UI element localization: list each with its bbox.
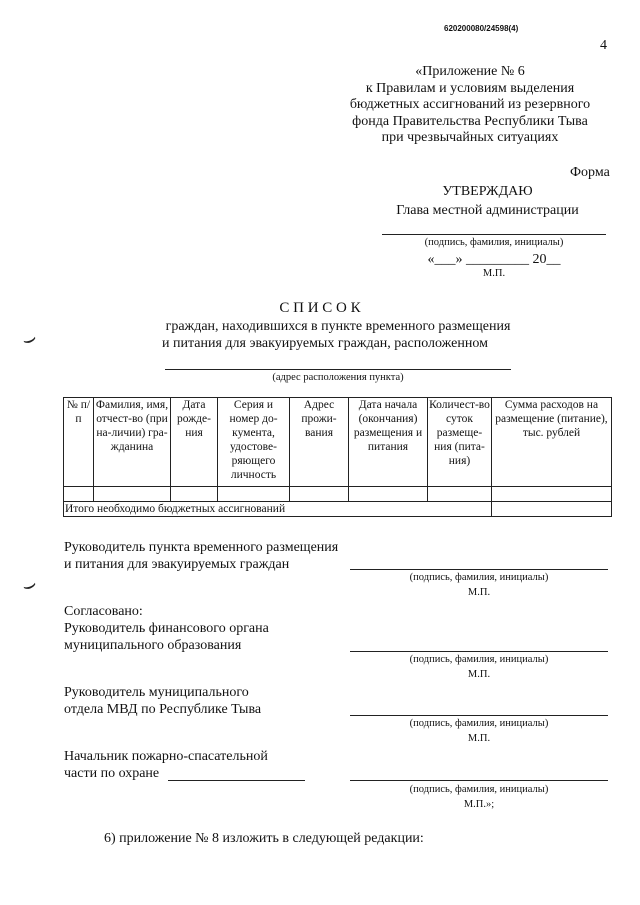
column-header: Фамилия, имя, отчест-во (при на-личии) гра-жданина: [94, 398, 171, 487]
total-label: Итого необходимо бюджетных ассигнований: [64, 502, 492, 517]
signatory-line: части по охране: [64, 766, 160, 781]
column-header: № п/п: [64, 398, 94, 487]
signature-caption: (подпись, фамилия, инициалы): [409, 654, 549, 665]
signatory-line: и питания для эвакуируемых граждан: [64, 557, 290, 572]
signatory-line: Начальник пожарно-спасательной: [64, 749, 268, 764]
table-cell: [171, 487, 218, 502]
signatory-line: Руководитель муниципального: [64, 685, 249, 700]
table-cell: [428, 487, 492, 502]
signature-line: [350, 651, 608, 652]
signature-caption: (подпись, фамилия, инициалы): [409, 784, 549, 795]
signature-line: [350, 715, 608, 716]
signature-line: [382, 234, 606, 235]
approve-heading: УТВЕРЖДАЮ: [442, 184, 533, 199]
address-caption: (адрес расположения пункта): [272, 372, 404, 383]
table-cell: [94, 487, 171, 502]
total-value-cell: [492, 502, 612, 517]
table-cell: [218, 487, 290, 502]
signatory-block: [64, 539, 338, 573]
appendix-line: к Правилам и условиям выделения: [365, 80, 575, 96]
table-cell: [492, 487, 612, 502]
stamp-label: М.П.»;: [463, 799, 495, 810]
stamp-label: М.П.: [467, 733, 491, 744]
column-header: Дата рожде-ния: [171, 398, 218, 487]
signatory-line: Согласовано:: [64, 604, 143, 619]
stamp-label: М.П.: [482, 268, 506, 279]
inline-signature-line: [168, 780, 305, 781]
closing-instruction: 6) приложение № 8 изложить в следующей редакции:: [104, 831, 424, 846]
column-header: Адрес прожи-вания: [290, 398, 349, 487]
signature-caption: (подпись, фамилия, инициалы): [409, 572, 549, 583]
stamp-label: М.П.: [467, 587, 491, 598]
table-cell: [349, 487, 428, 502]
margin-mark: ⌣: [17, 324, 41, 353]
column-header: Сумма расходов на размещение (питание), тыс. рублей: [492, 398, 612, 487]
table-cell: [290, 487, 349, 502]
citizens-table: [63, 397, 612, 517]
date-line: «___» _________ 20__: [427, 252, 561, 267]
appendix-line: при чрезвычайных ситуациях: [381, 130, 559, 145]
signatory-line: муниципального образования: [64, 638, 242, 653]
address-line: [165, 369, 511, 370]
signatory-block: [64, 603, 269, 654]
appendix-line: «Приложение № 6: [415, 64, 525, 79]
signature-caption: (подпись, фамилия, инициалы): [424, 237, 564, 248]
page-number: 4: [600, 38, 607, 53]
signature-line: [350, 569, 608, 570]
document-title: С П И С О К: [279, 300, 361, 316]
table-row: [64, 487, 612, 502]
signature-caption: (подпись, фамилия, инициалы): [409, 718, 549, 729]
signatory-line: Руководитель финансового органа: [64, 621, 269, 636]
title-line: граждан, находившихся в пункте временного размещения: [165, 319, 511, 334]
table-cell: [64, 487, 94, 502]
form-label: Форма: [570, 165, 610, 180]
approver-position: Глава местной администрации: [396, 203, 579, 218]
table-total-row: [64, 502, 612, 517]
column-header: Количест-во суток размеще-ния (пита-ния): [428, 398, 492, 487]
column-header: Серия и номер до-кумента, удостове-ряющего личность: [218, 398, 290, 487]
margin-mark: ⌣: [17, 570, 41, 599]
stamp-label: М.П.: [467, 669, 491, 680]
signatory-block: [64, 684, 261, 718]
title-line: и питания для эвакуируемых граждан, расположенном: [162, 336, 488, 351]
column-header: Дата начала (окончания) размещения и питания: [349, 398, 428, 487]
appendix-line: бюджетных ассигнований из резервного: [349, 97, 591, 112]
appendix-line: фонда Правительства Республики Тыва: [352, 113, 588, 129]
table-header-row: [64, 398, 612, 487]
signature-line: [350, 780, 608, 781]
document-code: 620200080/24598(4): [444, 24, 519, 33]
signatory-block: [64, 748, 268, 782]
signatory-line: Руководитель пункта временного размещения: [64, 540, 339, 555]
appendix-block: [330, 64, 610, 147]
signatory-line: отдела МВД по Республике Тыва: [64, 702, 262, 717]
